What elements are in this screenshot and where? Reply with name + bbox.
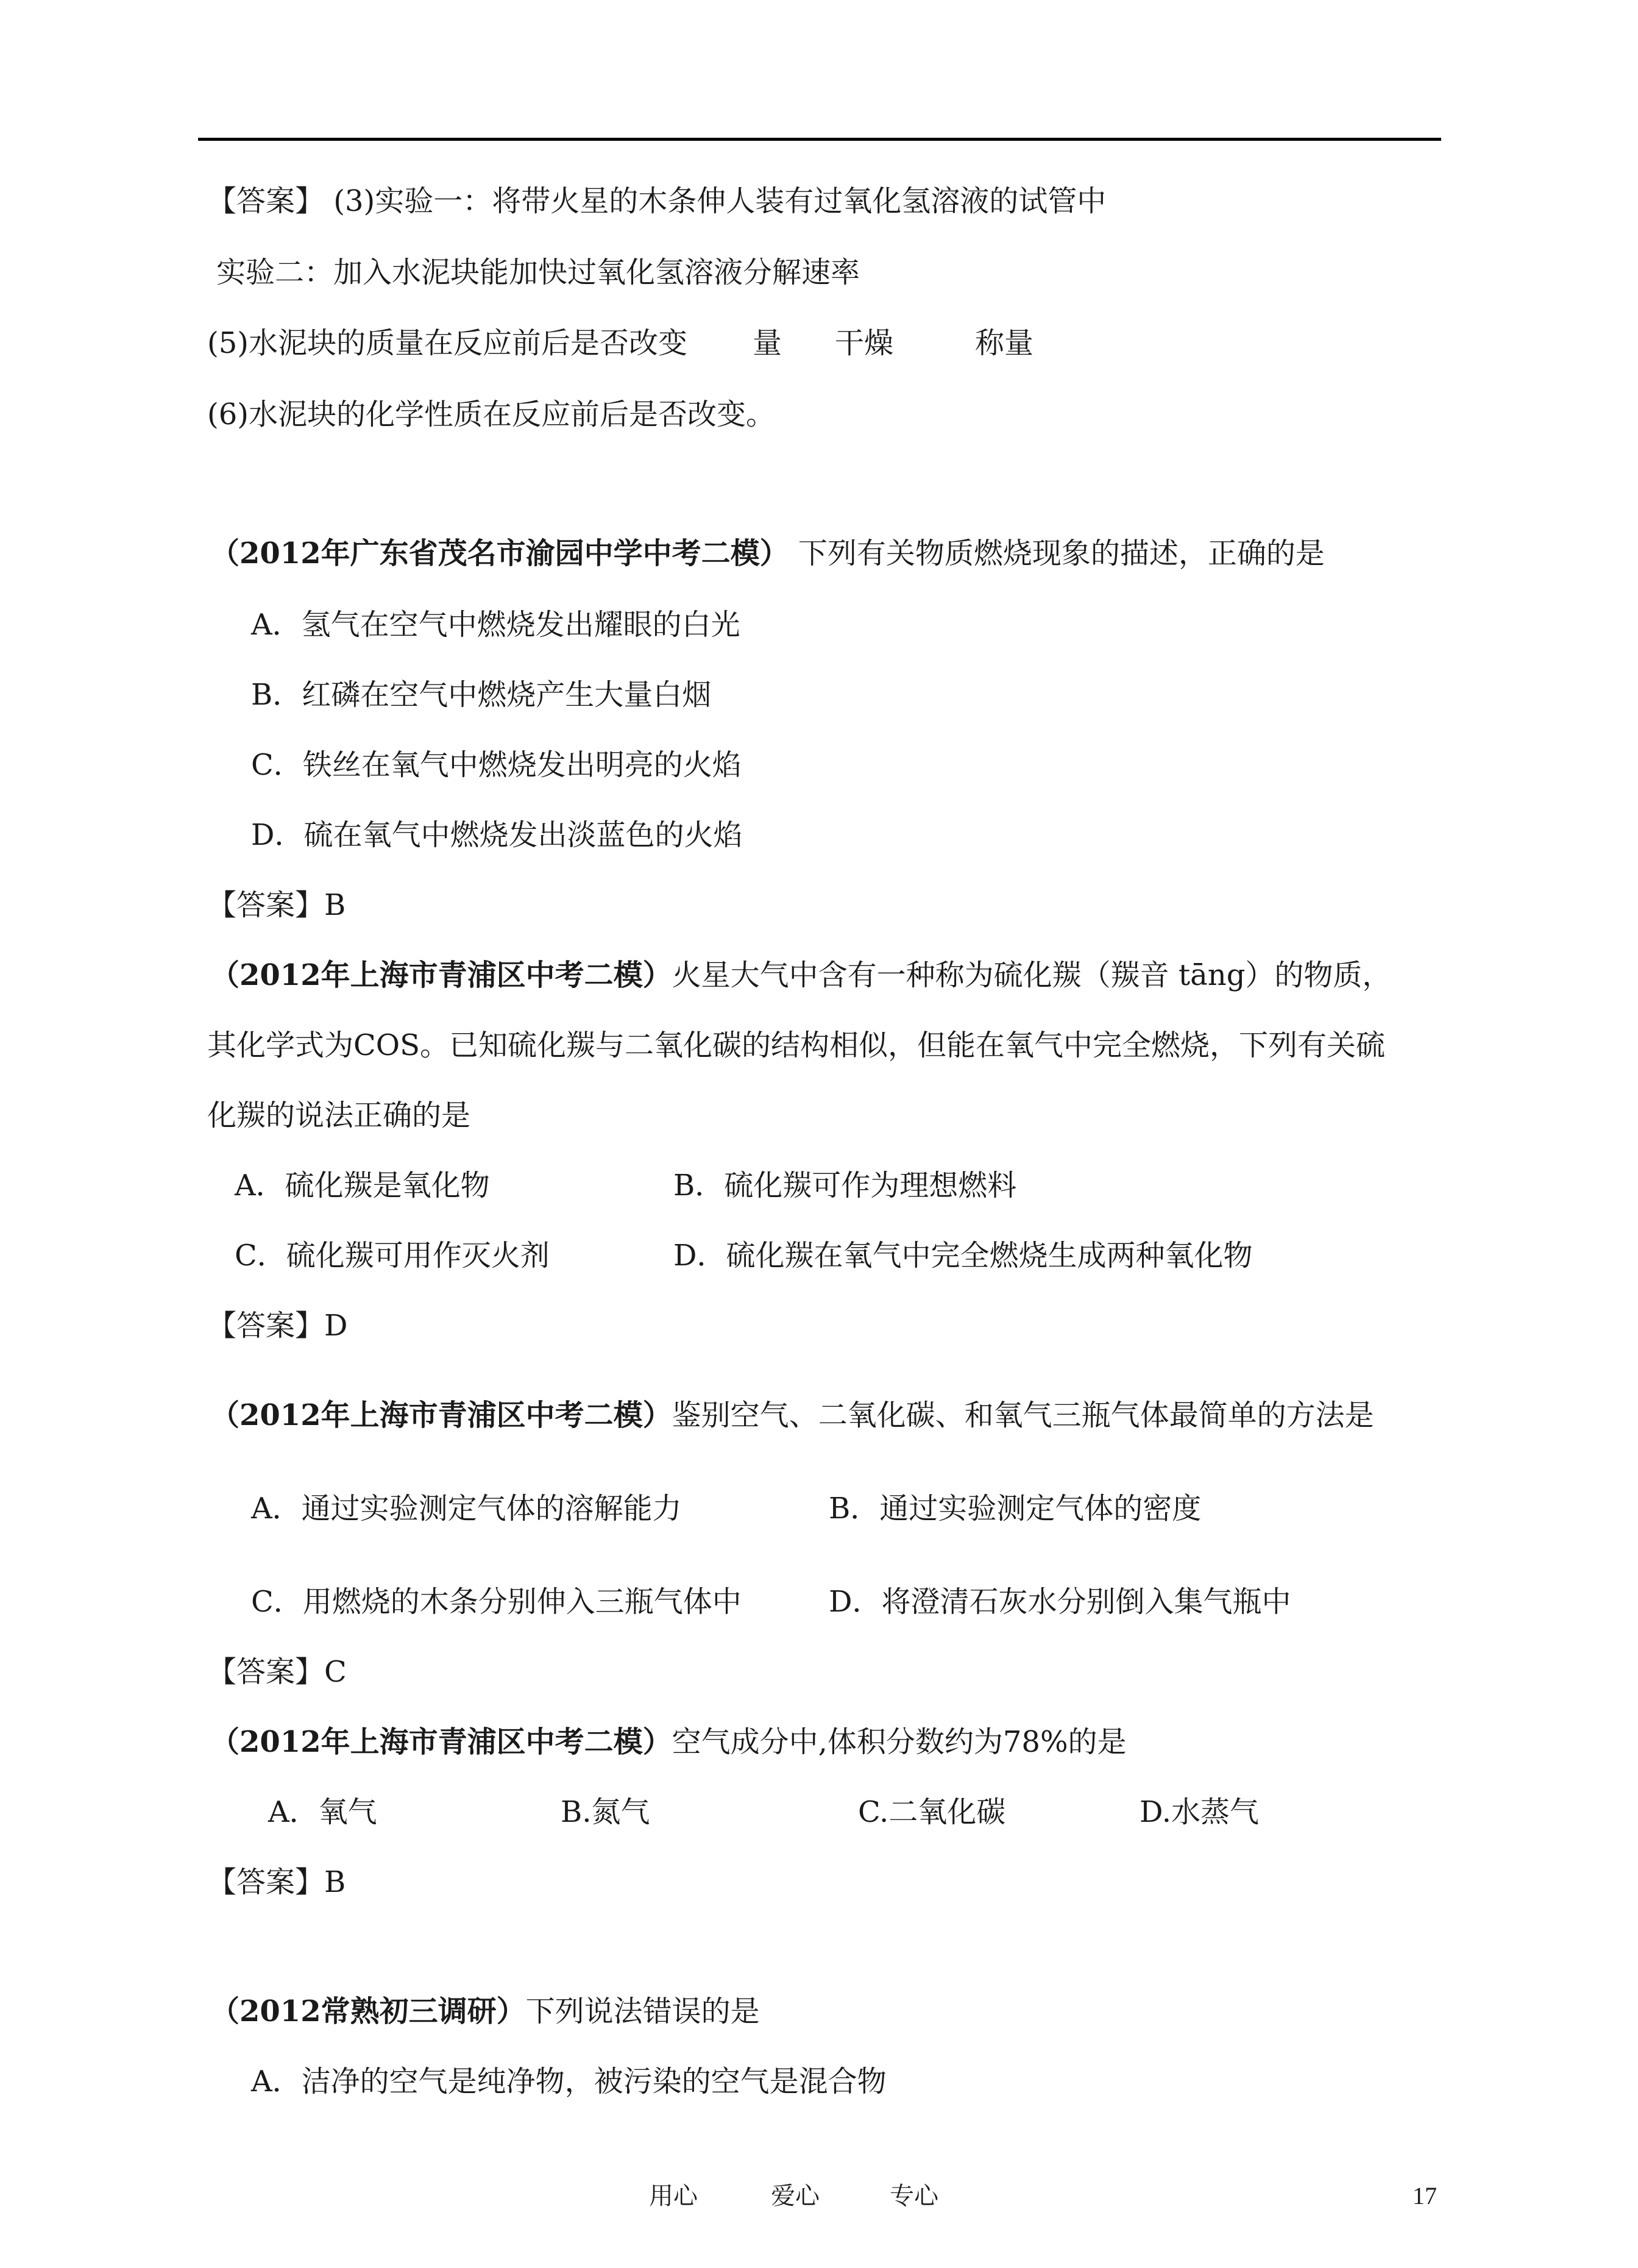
question-2-option-a: A．硫化羰是氧化物 <box>235 1168 490 1203</box>
question-2-answer: 【答案】D <box>207 1309 348 1343</box>
question-4-option-d: D.水蒸气 <box>1140 1795 1260 1829</box>
question-2-text-3: 化羰的说法正确的是 <box>207 1098 471 1132</box>
question-4-option-b: B.氮气 <box>561 1795 650 1829</box>
question-3-stem <box>210 1397 1374 1434</box>
question-3-option-d: D．将澄清石灰水分别倒入集气瓶中 <box>829 1585 1291 1619</box>
question-4-answer: 【答案】B <box>207 1865 346 1899</box>
question-2-option-d: D．硫化羰在氧气中完全燃烧生成两种氧化物 <box>673 1239 1253 1273</box>
answer-line-5 <box>207 325 1034 361</box>
question-3-option-b: B．通过实验测定气体的密度 <box>829 1491 1202 1526</box>
question-1-option-a: A．氢气在空气中燃烧发出耀眼的白光 <box>251 608 740 642</box>
question-4-stem <box>210 1724 1127 1760</box>
question-2-option-b: B．硫化羰可作为理想燃料 <box>673 1168 1017 1203</box>
footer-word-2: 爱心 <box>771 2182 820 2210</box>
question-1-source: （2012年广东省茂名市渝园中学中考二模） <box>210 536 789 571</box>
answer-line-experiment2: 实验二：加入水泥块能加快过氧化氢溶液分解速率 <box>216 255 860 290</box>
line5-blank-c: 称量 <box>975 326 1034 360</box>
line5-blank-a: 量 <box>753 326 782 360</box>
question-5-stem <box>210 1993 760 2030</box>
question-3-option-c: C．用燃烧的木条分别伸入三瓶气体中 <box>251 1585 742 1619</box>
question-2-text-2: 其化学式为COS。已知硫化羰与二氧化碳的结构相似，但能在氧气中完全燃烧，下列有关硫 <box>207 1028 1385 1062</box>
line5-blank-b: 干燥 <box>835 326 894 360</box>
question-1-text: 下列有关物质燃烧现象的描述，正确的是 <box>789 536 1325 571</box>
header-rule <box>198 138 1441 141</box>
question-3-answer: 【答案】C <box>207 1655 347 1689</box>
answer-label: 【答案】 <box>207 184 325 218</box>
footer-word-3: 专心 <box>890 2182 938 2210</box>
question-4-source: （2012年上海市青浦区中考二模） <box>210 1725 672 1759</box>
question-2-source: （2012年上海市青浦区中考二模） <box>210 958 672 992</box>
question-4-text: 空气成分中,体积分数约为78%的是 <box>672 1725 1127 1759</box>
question-1-option-c: C．铁丝在氧气中燃烧发出明亮的火焰 <box>251 748 742 782</box>
question-2-text-1: 火星大气中含有一种称为硫化羰（羰音 tāng）的物质， <box>672 958 1392 992</box>
line5-text: (5)水泥块的质量在反应前后是否改变 <box>207 326 687 360</box>
footer-word-1: 用心 <box>649 2182 698 2210</box>
question-1-option-b: B．红磷在空气中燃烧产生大量白烟 <box>251 678 712 712</box>
question-1-option-d: D．硫在氧气中燃烧发出淡蓝色的火焰 <box>251 818 743 852</box>
question-4-option-c: C.二氧化碳 <box>858 1795 1006 1829</box>
question-1-answer: 【答案】B <box>207 888 346 922</box>
question-4-option-a: A．氧气 <box>268 1795 377 1829</box>
question-3-text: 鉴别空气、二氧化碳、和氧气三瓶气体最简单的方法是 <box>672 1398 1374 1432</box>
answer-line-6: (6)水泥块的化学性质在反应前后是否改变。 <box>207 397 775 432</box>
question-1-stem <box>210 535 1325 572</box>
page-number: 17 <box>1413 2182 1437 2209</box>
question-5-text: 下列说法错误的是 <box>525 1994 760 2028</box>
answer-text: (3)实验一：将带火星的木条伸人装有过氧化氢溶液的试管中 <box>324 184 1107 218</box>
question-2-stem <box>210 957 1391 994</box>
answer-line-3 <box>207 183 1106 219</box>
question-3-option-a: A．通过实验测定气体的溶解能力 <box>251 1491 682 1526</box>
question-3-source: （2012年上海市青浦区中考二模） <box>210 1398 672 1432</box>
question-2-option-c: C．硫化羰可用作灭火剂 <box>235 1239 550 1273</box>
question-5-source: （2012常熟初三调研） <box>210 1994 526 2028</box>
question-5-option-a: A．洁净的空气是纯净物，被污染的空气是混合物 <box>251 2064 887 2099</box>
